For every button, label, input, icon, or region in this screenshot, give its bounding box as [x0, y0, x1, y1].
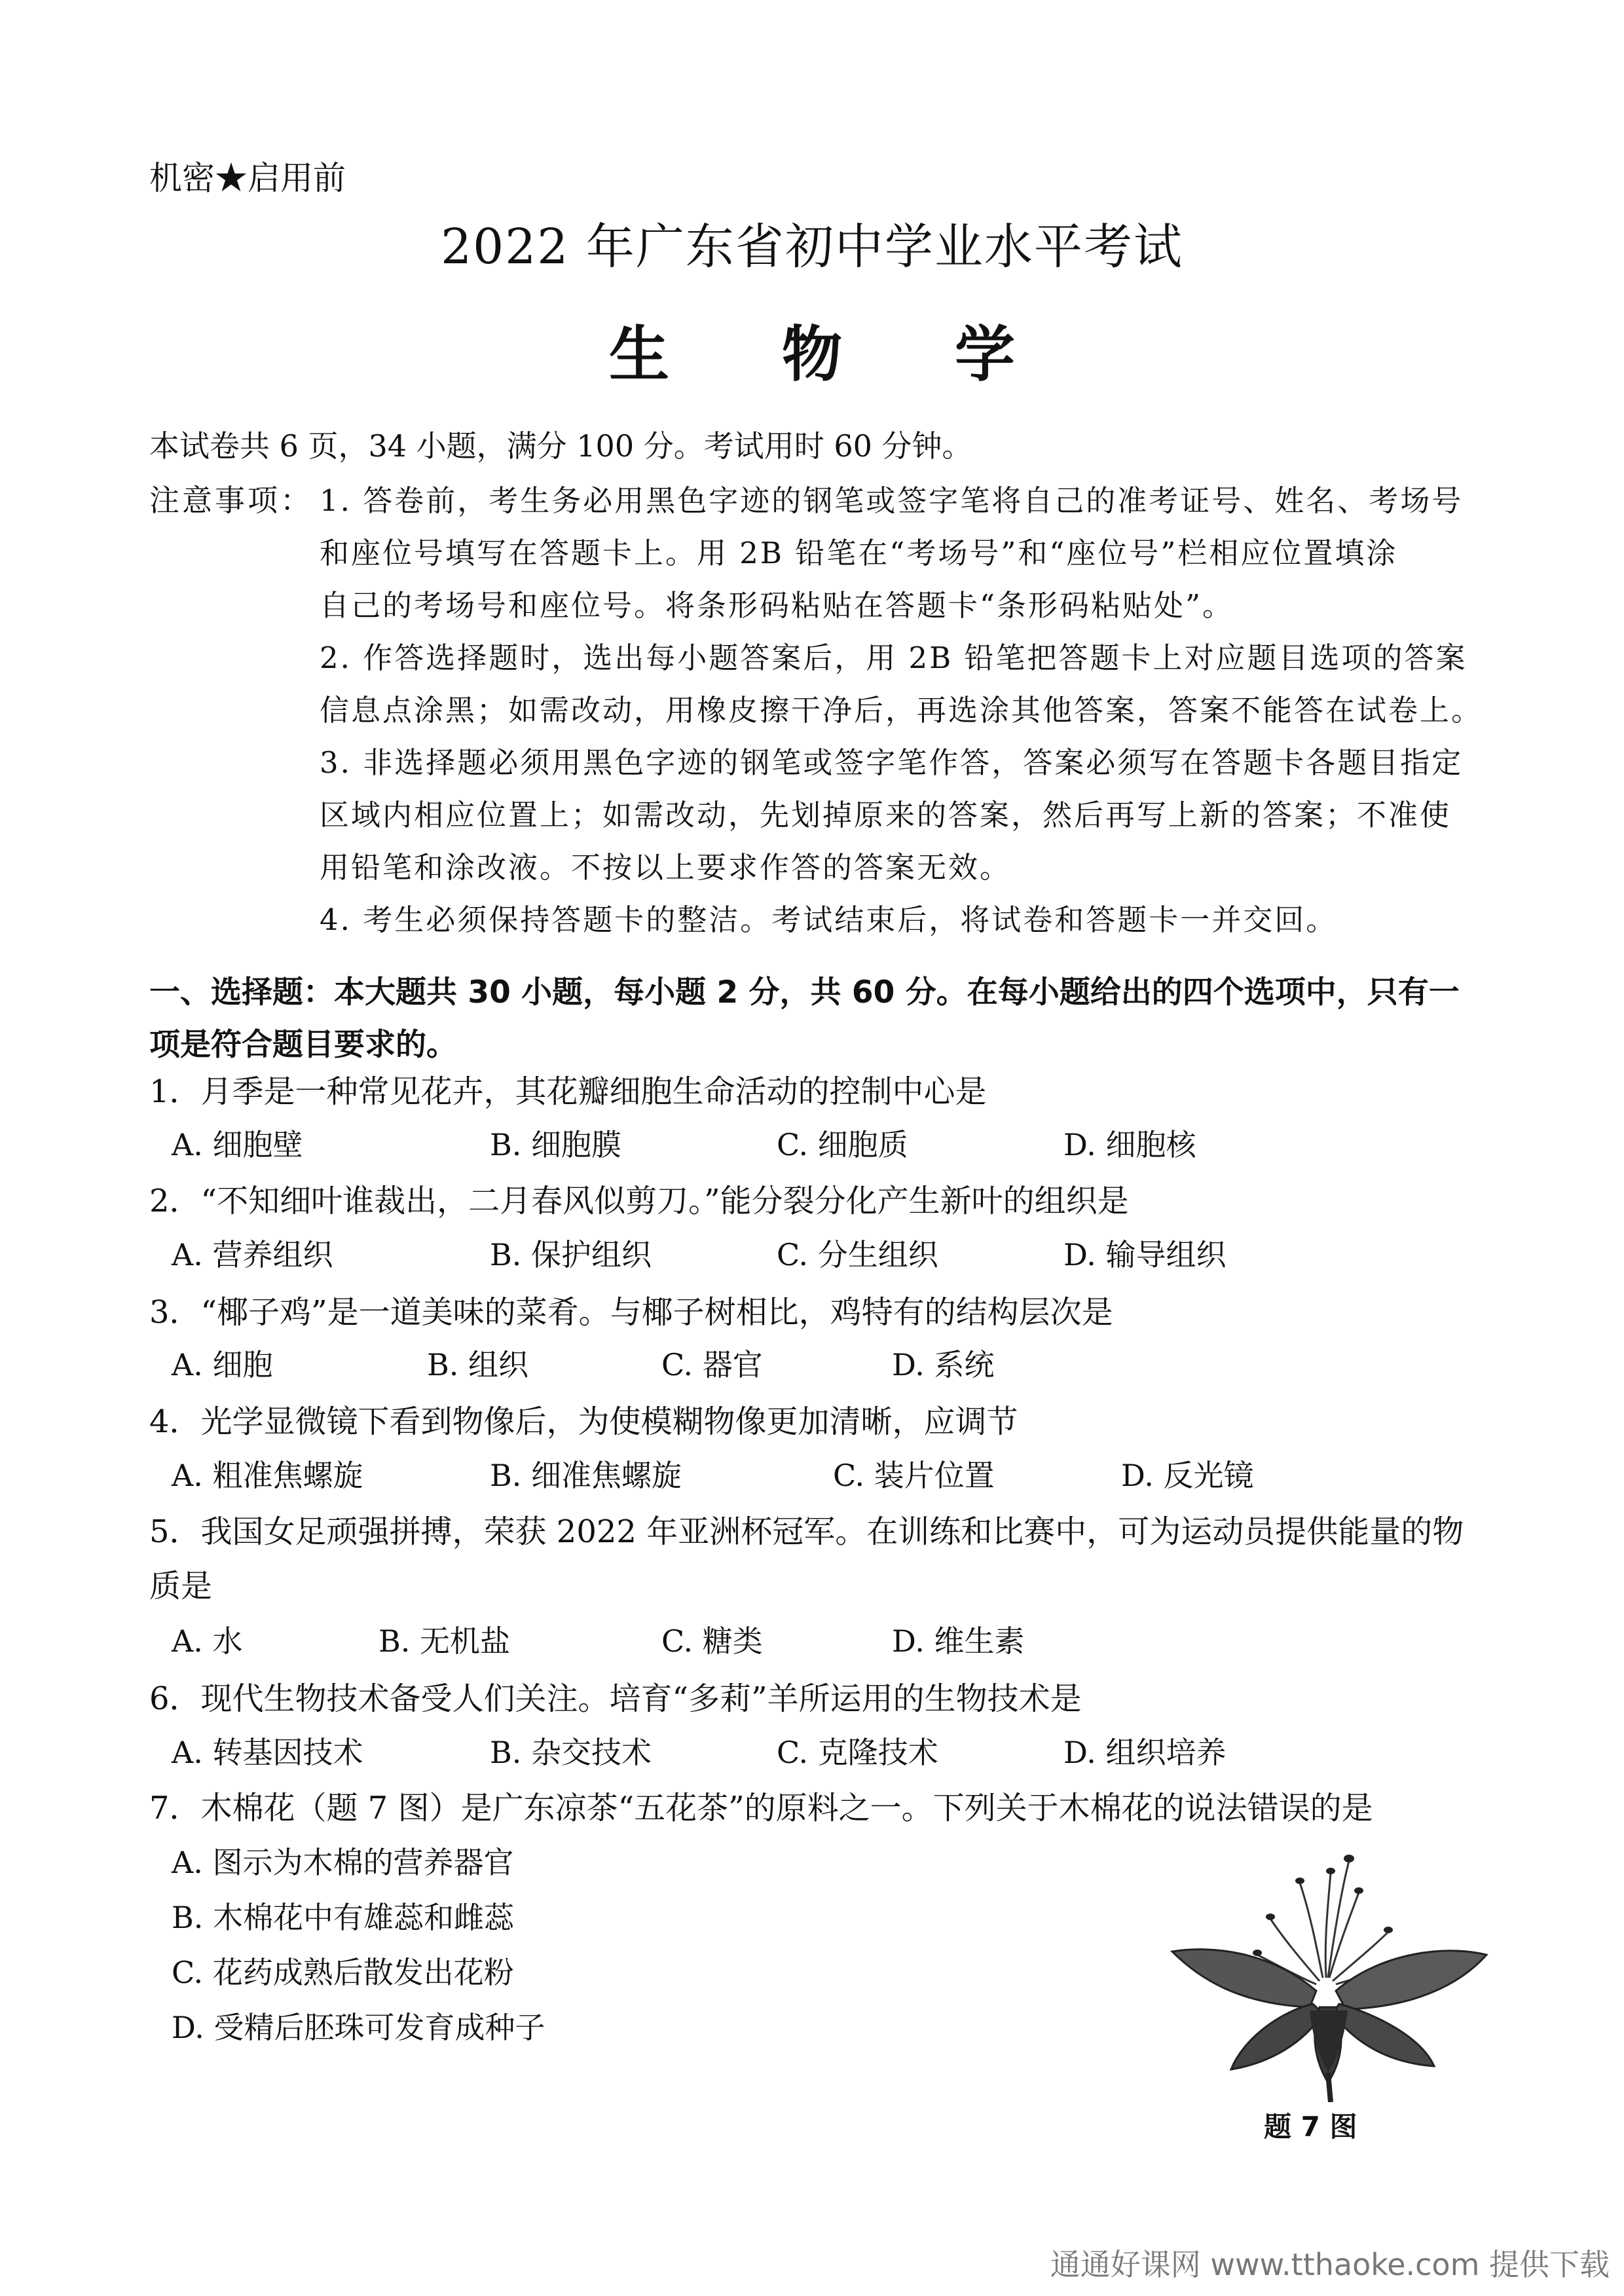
- option-c: C. 装片位置: [833, 1458, 995, 1493]
- note-line: 自己的考场号和座位号。将条形码粘贴在答题卡“条形码粘贴处”。: [320, 588, 1234, 623]
- option-c: C. 器官: [661, 1347, 763, 1382]
- question-stem: 4．光学显微镜下看到物像后，为使模糊物像更加清晰，应调节: [149, 1403, 1018, 1440]
- note-line: 4. 考生必须保持答题卡的整洁。考试结束后，将试卷和答题卡一并交回。: [320, 902, 1338, 937]
- option-a: A. 转基因技术: [172, 1735, 363, 1770]
- option-a: A. 图示为木棉的营养器官: [172, 1845, 514, 1880]
- exam-title: 2022 年广东省初中学业水平考试: [441, 219, 1183, 275]
- figure-caption: 题 7 图: [1264, 2111, 1357, 2143]
- note-line: 3. 非选择题必须用黑色字迹的钢笔或签字笔作答，答案必须写在答题卡各题目指定: [320, 745, 1464, 780]
- note-line: 区域内相应位置上；如需改动，先划掉原来的答案，然后再写上新的答案；不准使: [320, 798, 1452, 832]
- option-c: C. 花药成熟后散发出花粉: [172, 1955, 514, 1990]
- option-b: B. 杂交技术: [490, 1735, 652, 1770]
- option-b: B. 组织: [427, 1347, 529, 1382]
- question-stem: 7．木棉花（题 7 图）是广东凉茶“五花茶”的原料之一。下列关于木棉花的说法错误的是: [149, 1790, 1373, 1826]
- option-b: B. 细准焦螺旋: [490, 1458, 682, 1493]
- section-heading: 项是符合题目要求的。: [149, 1027, 457, 1063]
- question-stem: 3．“椰子鸡”是一道美味的菜肴。与椰子树相比，鸡特有的结构层次是: [149, 1294, 1113, 1331]
- option-a: A. 细胞壁: [172, 1127, 303, 1162]
- option-b: B. 保护组织: [490, 1237, 652, 1272]
- option-d: D. 系统: [892, 1347, 995, 1382]
- option-a: A. 水: [172, 1623, 243, 1659]
- option-b: B. 无机盐: [378, 1623, 511, 1659]
- option-d: D. 输导组织: [1063, 1237, 1227, 1272]
- option-d: D. 维生素: [892, 1623, 1025, 1659]
- section-heading: 一、选择题：本大题共 30 小题，每小题 2 分，共 60 分。在每小题给出的四个选项中，只有一: [149, 974, 1460, 1010]
- note-line: 用铅笔和涂改液。不按以上要求作答的答案无效。: [320, 850, 1012, 885]
- option-d: D. 反光镜: [1121, 1458, 1254, 1493]
- option-d: D. 受精后胚珠可发育成种子: [172, 2010, 545, 2045]
- option-c: C. 克隆技术: [777, 1735, 938, 1770]
- question-stem: 1．月季是一种常见花卉，其花瓣细胞生命活动的控制中心是: [149, 1073, 987, 1110]
- option-a: A. 营养组织: [172, 1237, 333, 1272]
- option-b: B. 木棉花中有雄蕊和雌蕊: [172, 1900, 515, 1935]
- note-line: 2. 作答选择题时，选出每小题答案后，用 2B 铅笔把答题卡上对应题目选项的答案: [320, 640, 1467, 675]
- notes-label: 注意事项：: [149, 483, 313, 518]
- option-b: B. 细胞膜: [490, 1127, 622, 1162]
- option-a: A. 粗准焦螺旋: [172, 1458, 363, 1493]
- option-d: D. 组织培养: [1063, 1735, 1227, 1770]
- watermark: 通通好课网 www.tthaoke.com 提供下载: [1050, 2247, 1610, 2282]
- option-a: A. 细胞: [172, 1347, 273, 1382]
- subject-title: 生 物 学: [608, 320, 1061, 390]
- question-stem-continued: 质是: [149, 1568, 213, 1604]
- option-c: C. 细胞质: [777, 1127, 908, 1162]
- option-d: D. 细胞核: [1063, 1127, 1196, 1162]
- note-line: 和座位号填写在答题卡上。用 2B 铅笔在“考场号”和“座位号”栏相应位置填涂: [320, 536, 1398, 570]
- confidential-label: 机密★启用前: [149, 159, 346, 197]
- option-c: C. 糖类: [661, 1623, 763, 1659]
- note-line: 信息点涂黑；如需改动，用橡皮擦干净后，再选涂其他答案，答案不能答在试卷上。: [320, 693, 1483, 728]
- question-stem: 5．我国女足顽强拼搏，荣获 2022 年亚洲杯冠军。在训练和比赛中，可为运动员提供能量的物: [149, 1513, 1464, 1550]
- kapok-flower-illustration: [1159, 1847, 1500, 2102]
- note-line: 1. 答卷前，考生务必用黑色字迹的钢笔或签字笔将自己的准考证号、姓名、考场号: [320, 483, 1464, 518]
- question-stem: 2．“不知细叶谁裁出，二月春风似剪刀。”能分裂分化产生新叶的组织是: [149, 1183, 1129, 1219]
- option-c: C. 分生组织: [777, 1237, 938, 1272]
- question-stem: 6．现代生物技术备受人们关注。培育“多莉”羊所运用的生物技术是: [149, 1680, 1082, 1717]
- paper-info: 本试卷共 6 页，34 小题，满分 100 分。考试用时 60 分钟。: [149, 428, 972, 464]
